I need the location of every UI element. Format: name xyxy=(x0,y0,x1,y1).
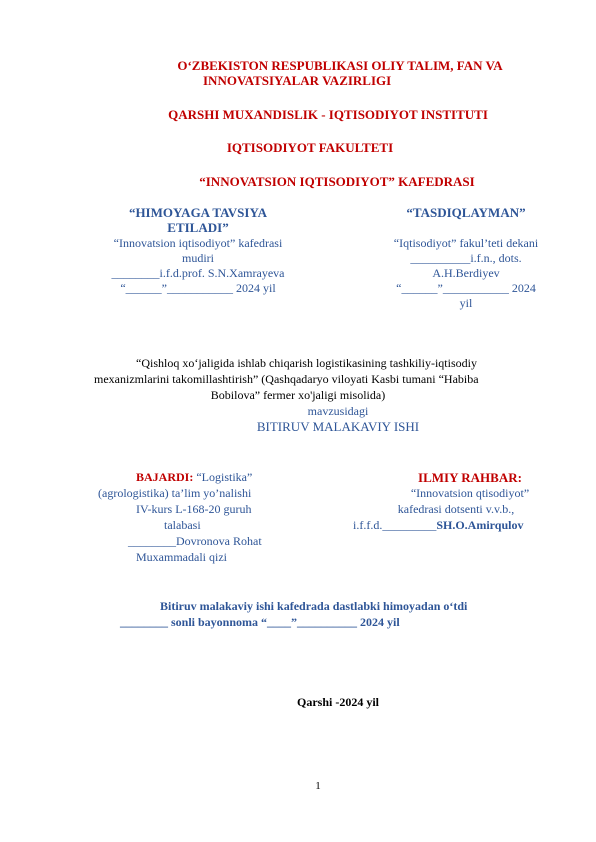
page-number: 1 xyxy=(315,780,321,792)
approval-left-title-line2: ETILADI” xyxy=(167,220,229,235)
topic-line1: “Qishloq xo‘jaligida ishlab chiqarish logistikasining tashkiliy-iqtisodiy xyxy=(136,356,477,370)
approval-left-title-line1: “HIMOYAGA TAVSIYA xyxy=(128,205,268,220)
performer-line1 xyxy=(136,470,252,485)
topic-subtitle: mavzusidagi xyxy=(307,404,369,418)
supervisor-label: ILMIY RAHBAR: xyxy=(418,470,522,485)
performer-label: BAJARDI: xyxy=(136,470,194,484)
supervisor-line1: “Innovatsion qtisodiyot” xyxy=(410,486,530,500)
performer-line2: (agrologistika) ta’lim yo’nalishi xyxy=(98,486,252,500)
supervisor-name: SH.O.Amirqulov xyxy=(436,518,524,532)
approval-right-title: “TASDIQLAYMAN” xyxy=(406,205,526,220)
defense-line2: ________ sonli bayonnoma “____”__________ 2024 yil xyxy=(120,615,400,629)
approval-right-line5: yil xyxy=(459,296,473,310)
approval-right-line4: “______”___________ 2024 xyxy=(396,281,536,295)
approval-right-line3: A.H.Berdiyev xyxy=(432,266,500,280)
performer-line3: IV-kurs L-168-20 guruh xyxy=(136,502,252,516)
supervisor-line2: kafedrasi dotsenti v.v.b., xyxy=(397,502,515,516)
topic-line2: mexanizmlarini takomillashtirish” (Qashqadaryo viloyati Kasbi tumani “Habiba xyxy=(94,372,479,386)
supervisor-degree: i.f.f.d. xyxy=(353,518,383,532)
department-title: “INNOVATSION IQTISODIYOT” KAFEDRASI xyxy=(199,174,475,189)
performer-line5: ________Dovronova Rohat xyxy=(128,534,262,548)
approval-left-line4: “______”___________ 2024 yil xyxy=(120,281,276,295)
approval-right-line1: “Iqtisodiyot” fakul’teti dekani xyxy=(393,236,539,250)
approval-left-line3: ________i.f.d.prof. S.N.Xamrayeva xyxy=(111,266,285,280)
work-type-title: BITIRUV MALAKAVIY ISHI xyxy=(256,419,420,434)
defense-line1: Bitiruv malakaviy ishi kafedrada dastlabki himoyadan o‘tdi xyxy=(160,599,468,613)
topic-line3: Bobilova” fermer xo'jaligi misolida) xyxy=(210,388,386,402)
supervisor-line3 xyxy=(353,518,523,533)
approval-left-line2: mudiri xyxy=(182,251,214,265)
city-year: Qarshi -2024 yil xyxy=(296,695,379,709)
performer-program: “Logistika” xyxy=(193,470,253,484)
institute-title: QARSHI MUXANDISLIK - IQTISODIYOT INSTITUTI xyxy=(168,107,488,122)
performer-line4: talabasi xyxy=(164,518,201,532)
supervisor-signature-blank: _________ xyxy=(382,518,437,532)
ministry-title-line1: O‘ZBEKISTON RESPUBLIKASI OLIY TALIM, FAN VA xyxy=(177,58,503,73)
faculty-title: IQTISODIYOT FAKULTETI xyxy=(226,140,394,155)
approval-right-line2: __________i.f.n., dots. xyxy=(410,251,522,265)
ministry-title-line2: INNOVATSIYALAR VAZIRLIGI xyxy=(203,73,392,88)
performer-line6: Muxammadali qizi xyxy=(136,550,227,564)
approval-left-line1: “Innovatsion iqtisodiyot” kafedrasi xyxy=(113,236,283,250)
